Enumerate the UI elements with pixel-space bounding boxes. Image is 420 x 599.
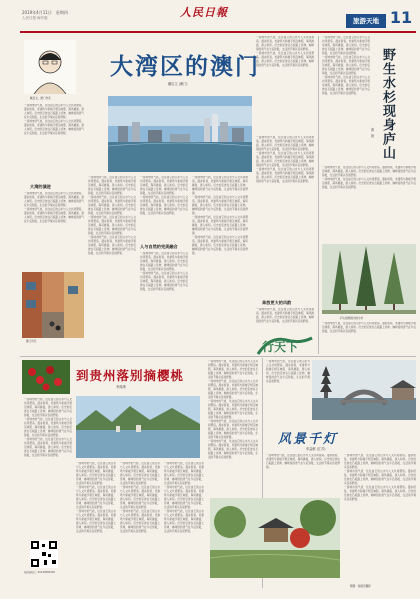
macau-body-col-5 [256,36,314,136]
cherries-body-col-4 [164,462,204,582]
text-block: 一座城市的气质，往往由它的山水与人文共同塑造。漫步街巷，老建筑与新楼宇相互映照，海风拂面，游人如织。历史的足迹在石板路上延伸，咖啡馆的香气在午后弥散，生活的节奏从容而舒展。 [344,486,416,501]
text-block: 一座城市的气质，往往由它的山水与人文共同塑造。漫步街巷，老建筑与新楼宇相互映照，海风拂面，游人如织。历史的足迹在石板路上延伸，咖啡馆的香气在午后弥散，生活的节奏从容而舒展。 [256,168,314,183]
text-block: 一座城市的气质，往往由它的山水与人文共同塑造。漫步街巷，老建筑与新楼宇相互映照，海风拂面，游人如织。历史的足迹在石板路上延伸，咖啡馆的香气在午后弥散，生活的节奏从容而舒展。 [76,510,116,533]
macau-street-photo [22,272,84,338]
text-block: 一座城市的气质，往往由它的山水与人文共同塑造。漫步街巷，老建筑与新楼宇相互映照，海风拂面，游人如织。历史的足迹在石板路上延伸，咖啡馆的香气在午后弥散，生活的节奏从容而舒展。 [140,252,188,271]
text-block: 一座城市的气质，往往由它的山水与人文共同塑造。漫步街巷，老建筑与新楼宇相互映照，海风拂面，游人如织。历史的足迹在石板路上延伸，咖啡馆的香气在午后弥散，生活的节奏从容而舒展。 [88,176,136,195]
paper-name: 人民日报·海外版 [22,16,48,20]
qiandeng-photo-credit: 题图：杨国宏摄影 [350,585,371,588]
text-block: 一座城市的气质，往往由它的山水与人文共同塑造。漫步街巷，老建筑与新楼宇相互映照，海风拂面，游人如织。历史的足迹在石板路上延伸，咖啡馆的香气在午后弥散，生活的节奏从容而舒展。 [256,136,314,151]
section-divider [20,356,416,357]
text-block: 一座城市的气质，往往由它的山水与人文共同塑造。漫步街巷，老建筑与新楼宇相互映照，海风拂面，游人如织。历史的足迹在石板路上延伸，咖啡馆的香气在午后弥散，生活的节奏从容而舒展。 [208,420,258,439]
issue-date: 2019年4月11日 星期四 [22,10,68,15]
text-block: 一座城市的气质，往往由它的山水与人文共同塑造。漫步街巷，老建筑与新楼宇相互映照，海风拂面，游人如织。历史的足迹在石板路上延伸，咖啡馆的香气在午后弥散，生活的节奏从容而舒展。 [140,272,188,291]
text-block: 一座城市的气质，往往由它的山水与人文共同塑造。漫步街巷，老建筑与新楼宇相互映照，海风拂面，游人如织。历史的足迹在石板路上延伸，咖啡馆的香气在午后弥散，生活的节奏从容而舒展。 [266,454,340,469]
text-block: 一座城市的气质，往往由它的山水与人文共同塑造。漫步街巷，老建筑与新楼宇相互映照，海风拂面，游人如织。历史的足迹在石板路上延伸，咖啡馆的香气在午后弥散，生活的节奏从容而舒展。 [322,76,370,95]
text-block: 一座城市的气质，往往由它的山水与人文共同塑造。漫步街巷，老建筑与新楼宇相互映照，海风拂面，游人如织。历史的足迹在石板路上延伸，咖啡馆的香气在午后弥散，生活的节奏从容而舒展。 [88,236,136,255]
macau-subhead-2: 人与自然的完美融合 [140,244,178,249]
macau-body-col-2 [88,176,136,336]
author-caption: 戴启文，澳门作家 [30,97,51,100]
xingtianxia-stamp [256,334,314,356]
cherries-body-col-1 [24,398,72,536]
text-block: 一座城市的气质，往往由它的山水与人文共同塑造。漫步街巷，老建筑与新楼宇相互映照，海风拂面，游人如织。历史的足迹在石板路上延伸，咖啡馆的香气在午后弥散，生活的节奏从容而舒展。 [256,152,314,167]
text-block: 一座城市的气质，往往由它的山水与人文共同塑造。漫步街巷，老建筑与新楼宇相互映照，海风拂面，游人如织。历史的足迹在石板路上延伸，咖啡馆的香气在午后弥散，生活的节奏从容而舒展。 [208,440,258,459]
macau-body-col-4 [192,176,248,338]
metasequoia-photo [322,244,416,314]
text-block: 一座城市的气质，往往由它的山水与人文共同塑造。漫步街巷，老建筑与新楼宇相互映照，海风拂面，游人如织。历史的足迹在石板路上延伸，咖啡馆的香气在午后弥散，生活的节奏从容而舒展。 [140,196,188,215]
text-block: 一座城市的气质，往往由它的山水与人文共同塑造。漫步街巷，老建筑与新楼宇相互映照，海风拂面，游人如织。历史的足迹在石板路上延伸，咖啡馆的香气在午后弥散，生活的节奏从容而舒展。 [24,418,72,437]
byline-macau: 戴启文 (澳门) [168,82,188,86]
macau-subhead-3: 奔放更大的风韵 [262,300,292,305]
macau-body-col-1 [24,104,84,184]
article-title-qiandeng: 风景千灯 [278,432,339,447]
text-block: 一座城市的气质，往往由它的山水与人文共同塑造。漫步街巷，老建筑与新楼宇相互映照，海风拂面，游人如织。历史的足迹在石板路上延伸，咖啡馆的香气在午后弥散，生活的节奏从容而舒展。 [322,178,416,189]
text-block: 一座城市的气质，往往由它的山水与人文共同塑造。漫步街巷，老建筑与新楼宇相互映照，海风拂面，游人如织。历史的足迹在石板路上延伸，咖啡馆的香气在午后弥散，生活的节奏从容而舒展。 [24,192,84,207]
byline-qiandeng: 申益献 (江苏) [306,447,326,451]
text-block: 一座城市的气质，往往由它的山水与人文共同塑造。漫步街巷，老建筑与新楼宇相互映照，海风拂面，游人如织。历史的足迹在石板路上延伸，咖啡馆的香气在午后弥散，生活的节奏从容而舒展。 [164,462,204,485]
text-block: 一座城市的气质，往往由它的山水与人文共同塑造。漫步街巷，老建筑与新楼宇相互映照，海风拂面，游人如织。历史的足迹在石板路上延伸，咖啡馆的香气在午后弥散，生活的节奏从容而舒展。 [344,454,416,469]
stamp-label: 行天下 [262,340,299,354]
text-block: 一座城市的气质，往往由它的山水与人文共同塑造。漫步街巷，老建筑与新楼宇相互映照，海风拂面，游人如织。历史的足迹在石板路上延伸，咖啡馆的香气在午后弥散，生活的节奏从容而舒展。 [322,322,416,333]
text-block: 一座城市的气质，往往由它的山水与人文共同塑造。漫步街巷，老建筑与新楼宇相互映照，海风拂面，游人如织。历史的足迹在石板路上延伸，咖啡馆的香气在午后弥散，生活的节奏从容而舒展。 [256,308,314,323]
lushan-body-col-2 [322,166,416,242]
text-block: 一座城市的气质，往往由它的山水与人文共同塑造。漫步街巷，老建筑与新楼宇相互映照，海风拂面，游人如织。历史的足迹在石板路上延伸，咖啡馆的香气在午后弥散，生活的节奏从容而舒展。 [256,36,314,51]
byline-lushan: 薄 琼 [370,128,374,138]
article-title-lushan: 野生水杉现身庐山 [380,48,395,160]
header-rule [20,31,416,33]
text-block: 一座城市的气质，往往由它的山水与人文共同塑造。漫步街巷，老建筑与新楼宇相互映照，海风拂面，游人如织。历史的足迹在石板路上延伸，咖啡馆的香气在午后弥散，生活的节奏从容而舒展。 [24,438,72,457]
text-block: 一座城市的气质，往往由它的山水与人文共同塑造。漫步街巷，老建筑与新楼宇相互映照，海风拂面，游人如织。历史的足迹在石板路上延伸，咖啡馆的香气在午后弥散，生活的节奏从容而舒展。 [88,216,136,235]
text-block: 一座城市的气质，往往由它的山水与人文共同塑造。漫步街巷，老建筑与新楼宇相互映照，海风拂面，游人如织。历史的足迹在石板路上延伸，咖啡馆的香气在午后弥散，生活的节奏从容而舒展。 [120,510,160,533]
qiandeng-pavilion-photo [210,498,340,578]
text-block: 一座城市的气质，往往由它的山水与人文共同塑造。漫步街巷，老建筑与新楼宇相互映照，海风拂面，游人如织。历史的足迹在石板路上延伸，咖啡馆的香气在午后弥散，生活的节奏从容而舒展。 [192,216,248,235]
text-block: 一座城市的气质，往往由它的山水与人文共同塑造。漫步街巷，老建筑与新楼宇相互映照，海风拂面，游人如织。历史的足迹在石板路上延伸，咖啡馆的香气在午后弥散，生活的节奏从容而舒展。 [322,36,370,55]
macau-body-col-3b [140,252,188,338]
page-number: 11 [389,8,413,27]
text-block: 一座城市的气质，往往由它的山水与人文共同塑造。漫步街巷，老建筑与新楼宇相互映照，海风拂面，游人如织。历史的足迹在石板路上延伸，咖啡馆的香气在午后弥散，生活的节奏从容而舒展。 [208,400,258,419]
article-title-cherries: 到贵州落别摘樱桃 [76,368,185,383]
qr-code[interactable] [30,540,58,568]
macau-body-col-1b [24,192,84,270]
text-block: 一座城市的气质，往往由它的山水与人文共同塑造。漫步街巷，老建筑与新楼宇相互映照，海风拂面，游人如织。历史的足迹在石板路上延伸，咖啡馆的香气在午后弥散，生活的节奏从容而舒展。 [322,56,370,75]
masthead: 人民日報 [180,6,228,19]
author-portrait [24,40,76,94]
text-block: 一座城市的气质，往往由它的山水与人文共同塑造。漫步街巷，老建筑与新楼宇相互映照，海风拂面，游人如织。历史的足迹在石板路上延伸，咖啡馆的香气在午后弥散，生活的节奏从容而舒展。 [322,166,416,177]
text-block: 一座城市的气质，往往由它的山水与人文共同塑造。漫步街巷，老建筑与新楼宇相互映照，海风拂面，游人如织。历史的足迹在石板路上延伸，咖啡馆的香气在午后弥散，生活的节奏从容而舒展。 [208,380,258,399]
column-divider [318,36,319,354]
lushan-photo-caption: 庐山植物园内的水杉 [340,317,364,320]
macau-skyline-photo [108,96,252,172]
text-block: 一座城市的气质，往往由它的山水与人文共同塑造。漫步街巷，老建筑与新楼宇相互映照，海风拂面，游人如织。历史的足迹在石板路上延伸，咖啡馆的香气在午后弥散，生活的节奏从容而舒展。 [24,120,84,135]
qiandeng-body-col-2 [266,454,340,494]
qiandeng-body-col-3 [344,454,416,578]
text-block: 一座城市的气质，往往由它的山水与人文共同塑造。漫步街巷，老建筑与新楼宇相互映照，海风拂面，游人如织。历史的足迹在石板路上延伸，咖啡馆的香气在午后弥散，生活的节奏从容而舒展。 [24,208,84,223]
macau-body-col-3 [140,176,188,240]
text-block: 一座城市的气质，往往由它的山水与人文共同塑造。漫步街巷，老建筑与新楼宇相互映照，海风拂面，游人如织。历史的足迹在石板路上延伸，咖啡馆的香气在午后弥散，生活的节奏从容而舒展。 [24,104,84,119]
article-title-macau: 大湾区的澳门 [110,53,260,80]
macau-photo-caption: 澳门风光 [26,340,37,343]
section-label: 旅游天地 [346,14,386,28]
macau-subhead-1: 大湾的演进 [30,184,51,189]
text-block: 一座城市的气质，往往由它的山水与人文共同塑造。漫步街巷，老建筑与新楼宇相互映照，海风拂面，游人如织。历史的足迹在石板路上延伸，咖啡馆的香气在午后弥散，生活的节奏从容而舒展。 [192,176,248,195]
guizhou-lake-photo [76,396,200,458]
text-block: 一座城市的气质，往往由它的山水与人文共同塑造。漫步街巷，老建筑与新楼宇相互映照，海风拂面，游人如织。历史的足迹在石板路上延伸，咖啡馆的香气在午后弥散，生活的节奏从容而舒展。 [120,486,160,509]
text-block: 一座城市的气质，往往由它的山水与人文共同塑造。漫步街巷，老建筑与新楼宇相互映照，海风拂面，游人如织。历史的足迹在石板路上延伸，咖啡馆的香气在午后弥散，生活的节奏从容而舒展。 [266,360,310,383]
text-block: 一座城市的气质，往往由它的山水与人文共同塑造。漫步街巷，老建筑与新楼宇相互映照，海风拂面，游人如织。历史的足迹在石板路上延伸，咖啡馆的香气在午后弥散，生活的节奏从容而舒展。 [344,470,416,485]
text-block: 一座城市的气质，往往由它的山水与人文共同塑造。漫步街巷，老建筑与新楼宇相互映照，海风拂面，游人如织。历史的足迹在石板路上延伸，咖啡馆的香气在午后弥散，生活的节奏从容而舒展。 [164,486,204,509]
text-block: 一座城市的气质，往往由它的山水与人文共同塑造。漫步街巷，老建筑与新楼宇相互映照，海风拂面，游人如织。历史的足迹在石板路上延伸，咖啡馆的香气在午后弥散，生活的节奏从容而舒展。 [76,462,116,485]
text-block: 一座城市的气质，往往由它的山水与人文共同塑造。漫步街巷，老建筑与新楼宇相互映照，海风拂面，游人如织。历史的足迹在石板路上延伸，咖啡馆的香气在午后弥散，生活的节奏从容而舒展。 [192,196,248,215]
qiandeng-bridge-photo [312,360,416,420]
text-block: 一座城市的气质，往往由它的山水与人文共同塑造。漫步街巷，老建筑与新楼宇相互映照，海风拂面，游人如织。历史的足迹在石板路上延伸，咖啡馆的香气在午后弥散，生活的节奏从容而舒展。 [88,196,136,215]
text-block: 一座城市的气质，往往由它的山水与人文共同塑造。漫步街巷，老建筑与新楼宇相互映照，海风拂面，游人如织。历史的足迹在石板路上延伸，咖啡馆的香气在午后弥散，生活的节奏从容而舒展。 [24,398,72,417]
macau-body-col-5b [256,136,314,296]
text-block: 一座城市的气质，往往由它的山水与人文共同塑造。漫步街巷，老建筑与新楼宇相互映照，海风拂面，游人如织。历史的足迹在石板路上延伸，咖啡馆的香气在午后弥散，生活的节奏从容而舒展。 [140,176,188,195]
text-block: 一座城市的气质，往往由它的山水与人文共同塑造。漫步街巷，老建筑与新楼宇相互映照，海风拂面，游人如织。历史的足迹在石板路上延伸，咖啡馆的香气在午后弥散，生活的节奏从容而舒展。 [120,462,160,485]
cherries-body-col-2 [76,462,116,582]
qiandeng-body-col-1 [266,360,310,414]
lushan-body-col-1 [322,36,370,166]
text-block: 一座城市的气质，往往由它的山水与人文共同塑造。漫步街巷，老建筑与新楼宇相互映照，海风拂面，游人如织。历史的足迹在石板路上延伸，咖啡馆的香气在午后弥散，生活的节奏从容而舒展。 [208,360,258,379]
cherries-body-col-3 [120,462,160,582]
cherries-photo [22,360,70,394]
text-block: 一座城市的气质，往往由它的山水与人文共同塑造。漫步街巷，老建筑与新楼宇相互映照，海风拂面，游人如织。历史的足迹在石板路上延伸，咖啡馆的香气在午后弥散，生活的节奏从容而舒展。 [164,510,204,533]
text-block: 一座城市的气质，往往由它的山水与人文共同塑造。漫步街巷，老建筑与新楼宇相互映照，海风拂面，游人如织。历史的足迹在石板路上延伸，咖啡馆的香气在午后弥散，生活的节奏从容而舒展。 [192,236,248,255]
text-block: 一座城市的气质，往往由它的山水与人文共同塑造。漫步街巷，老建筑与新楼宇相互映照，海风拂面，游人如织。历史的足迹在石板路上延伸，咖啡馆的香气在午后弥散，生活的节奏从容而舒展。 [76,486,116,509]
text-block: 一座城市的气质，往往由它的山水与人文共同塑造。漫步街巷，老建筑与新楼宇相互映照，海风拂面，游人如织。历史的足迹在石板路上延伸，咖啡馆的香气在午后弥散，生活的节奏从容而舒展。 [256,52,314,67]
lushan-body-col-3 [322,322,416,352]
editor-phone: 编辑部电话：010-65363318 [24,571,55,574]
byline-cherries: 李鸿渊 [116,385,126,389]
